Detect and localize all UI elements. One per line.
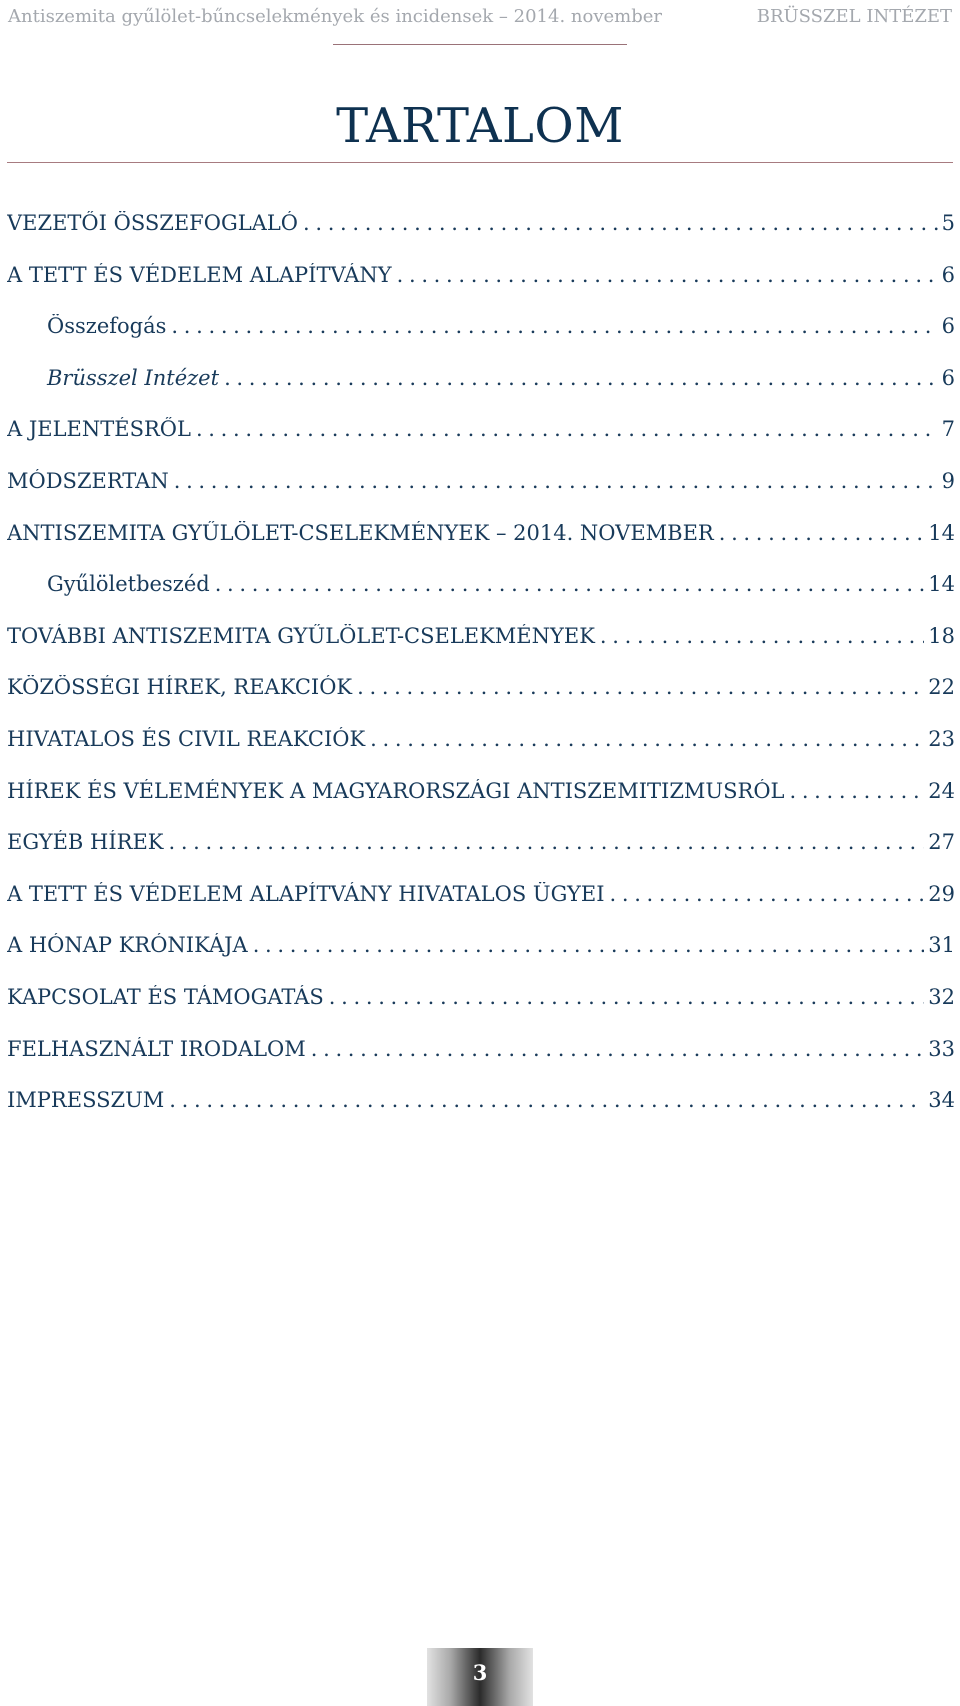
toc-page-number: 7 — [941, 417, 955, 442]
header-divider — [333, 44, 627, 45]
toc-page-number: 14 — [928, 520, 955, 545]
toc-entry[interactable] — [7, 985, 955, 1037]
page-title: TARTALOM — [336, 98, 624, 154]
toc-entry[interactable] — [7, 263, 955, 315]
toc-entry[interactable] — [7, 675, 955, 727]
toc-page-number: 14 — [928, 572, 955, 597]
toc-entry[interactable] — [7, 624, 955, 676]
toc-entry-label: Gyűlöletbeszéd — [47, 572, 210, 597]
toc-page-number: 23 — [928, 726, 955, 751]
running-header — [8, 6, 952, 30]
toc-page-number: 6 — [941, 262, 955, 287]
toc-page-number: 31 — [928, 933, 955, 958]
toc-page-number: 34 — [928, 1088, 955, 1113]
toc-dot-leader — [174, 469, 938, 493]
toc-entry-label: KAPCSOLAT ÉS TÁMOGATÁS — [7, 984, 324, 1009]
toc-dot-leader — [196, 417, 938, 441]
toc-entry-label: VEZETŐI ÖSSZEFOGLALÓ — [7, 211, 298, 235]
toc-entry-label: ANTISZEMITA GYŰLÖLET-CSELEKMÉNYEK – 2014. NOVEMBER — [7, 520, 714, 545]
toc-dot-leader — [357, 675, 924, 699]
toc-dot-leader — [610, 882, 925, 906]
toc-page-number: 9 — [941, 468, 955, 493]
toc-dot-leader — [397, 263, 938, 287]
toc-entry[interactable] — [7, 469, 955, 521]
toc-dot-leader — [253, 933, 925, 957]
toc-dot-leader — [329, 985, 924, 1009]
toc-entry-label: A HÓNAP KRÓNIKÁJA — [7, 933, 248, 958]
page-number: 3 — [472, 1660, 488, 1685]
toc-entry-label: TOVÁBBI ANTISZEMITA GYŰLÖLET-CSELEKMÉNYEK — [7, 623, 595, 648]
toc-entry-label: KÖZÖSSÉGI HÍREK, REAKCIÓK — [7, 675, 353, 700]
toc-dot-leader — [215, 572, 925, 596]
toc-page-number: 18 — [928, 623, 955, 648]
toc-entry-label: Összefogás — [47, 314, 167, 339]
toc-entry-label: HIVATALOS ÉS CIVIL REAKCIÓK — [7, 726, 366, 751]
toc-dot-leader — [171, 314, 937, 338]
toc-entry[interactable] — [7, 1037, 955, 1089]
toc-entry-label: EGYÉB HÍREK — [7, 830, 164, 855]
toc-dot-leader — [303, 211, 938, 235]
toc-entry-label: A JELENTÉSRŐL — [7, 417, 191, 442]
toc-subentry[interactable] — [7, 366, 955, 418]
header-document-title: Antiszemita gyűlölet-bűncselekmények és incidensek – 2014. november — [8, 6, 662, 27]
toc-dot-leader — [224, 366, 938, 390]
toc-dot-leader — [600, 624, 924, 648]
toc-entry[interactable] — [7, 830, 955, 882]
toc-entry-label: A TETT ÉS VÉDELEM ALAPÍTVÁNY — [7, 262, 392, 287]
toc-entry[interactable] — [7, 727, 955, 779]
toc-entry[interactable] — [7, 521, 955, 573]
toc-page-number: 22 — [928, 675, 955, 700]
toc-dot-leader — [168, 830, 924, 854]
toc-dot-leader — [311, 1037, 925, 1061]
toc-entry[interactable] — [7, 933, 955, 985]
toc-page-number: 24 — [928, 778, 955, 803]
page-number-box — [427, 1648, 533, 1706]
toc-entry[interactable] — [7, 779, 955, 831]
toc-page-number: 6 — [941, 314, 955, 339]
toc-dot-leader — [370, 727, 924, 751]
header-organization: BRÜSSZEL INTÉZET — [756, 6, 952, 27]
table-of-contents — [7, 211, 955, 1140]
toc-subentry[interactable] — [7, 572, 955, 624]
toc-page-number: 33 — [928, 1036, 955, 1061]
toc-entry[interactable] — [7, 882, 955, 934]
toc-entry-label: FELHASZNÁLT IRODALOM — [7, 1036, 306, 1061]
toc-entry[interactable] — [7, 1088, 955, 1140]
toc-page-number: 29 — [928, 881, 955, 906]
toc-entry-label: MÓDSZERTAN — [7, 468, 169, 493]
toc-dot-leader — [169, 1088, 924, 1112]
toc-dot-leader — [719, 521, 925, 545]
title-divider — [7, 162, 953, 163]
toc-dot-leader — [789, 779, 924, 803]
toc-page-number: 32 — [928, 984, 955, 1009]
toc-entry-label: HÍREK ÉS VÉLEMÉNYEK A MAGYARORSZÁGI ANTISZEMITIZMUSRÓL — [7, 778, 785, 803]
toc-page-number: 5 — [941, 211, 955, 235]
toc-subentry[interactable] — [7, 314, 955, 366]
toc-entry-label: Brüsszel Intézet — [47, 365, 220, 390]
toc-entry[interactable] — [7, 417, 955, 469]
toc-entry-label: A TETT ÉS VÉDELEM ALAPÍTVÁNY HIVATALOS ÜGYEI — [7, 881, 605, 906]
toc-entry[interactable] — [7, 211, 955, 263]
toc-page-number: 6 — [941, 365, 955, 390]
toc-entry-label: IMPRESSZUM — [7, 1088, 165, 1113]
toc-page-number: 27 — [928, 830, 955, 855]
